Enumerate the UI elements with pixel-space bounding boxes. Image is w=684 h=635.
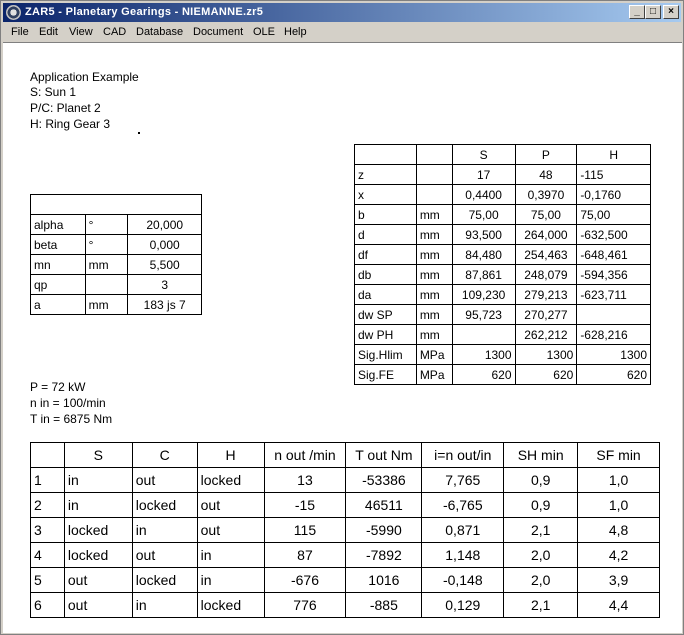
window-title: ZAR5 - Planetary Gearings - NIEMANNE.zr5 [25, 6, 264, 18]
minimize-button[interactable]: _ [629, 5, 645, 19]
table-cell: 75,00 [515, 205, 577, 225]
table-cell: 6 [31, 593, 65, 618]
table-cell [452, 325, 515, 345]
table-cell: in [197, 568, 264, 593]
table-cell: -623,711 [577, 285, 651, 305]
table-cell: x [355, 185, 417, 205]
table-cell: dw SP [355, 305, 417, 325]
column-header: C [132, 443, 197, 468]
table-cell: -885 [346, 593, 422, 618]
table-cell: mm [416, 325, 452, 345]
table-cell: MPa [416, 365, 452, 385]
table-cell: 4 [31, 543, 65, 568]
table-cell: mm [416, 225, 452, 245]
table-cell: 3,9 [578, 568, 660, 593]
table-cell: db [355, 265, 417, 285]
header-line: Application Example [30, 70, 139, 84]
table-cell: 87 [264, 543, 346, 568]
table-cell: out [64, 568, 132, 593]
table-cell: a [31, 295, 86, 315]
column-header: H [197, 443, 264, 468]
table-cell: in [132, 593, 197, 618]
table-cell: 2,0 [504, 543, 578, 568]
column-header: H [577, 145, 651, 165]
table-cell: 84,480 [452, 245, 515, 265]
table-cell: locked [197, 468, 264, 493]
table-cell [85, 275, 128, 295]
table-cell: 3 [128, 275, 202, 295]
table-cell: locked [64, 543, 132, 568]
table-cell: 264,000 [515, 225, 577, 245]
table-cell: out [132, 543, 197, 568]
table-cell: out [64, 593, 132, 618]
table-cell: mm [85, 295, 128, 315]
menu-database[interactable]: Database [136, 26, 184, 38]
table-row [31, 493, 660, 518]
table-cell: dw PH [355, 325, 417, 345]
column-header [355, 145, 417, 165]
table-cell: -676 [264, 568, 346, 593]
table-cell: beta [31, 235, 86, 255]
table-row [31, 568, 660, 593]
table-cell: 95,723 [452, 305, 515, 325]
document-area[interactable] [3, 42, 682, 633]
table-header-row [355, 145, 651, 165]
column-header: SF min [578, 443, 660, 468]
table-cell: 776 [264, 593, 346, 618]
table-row [355, 345, 651, 365]
table-cell: 0,000 [128, 235, 202, 255]
header-line: P/C: Planet 2 [30, 101, 101, 115]
table-cell: mm [416, 305, 452, 325]
table-cell: 115 [264, 518, 346, 543]
table-cell: 183 js 7 [128, 295, 202, 315]
table-cell: 17 [452, 165, 515, 185]
menu-view[interactable]: View [69, 26, 93, 38]
column-header: SH min [504, 443, 578, 468]
table-row [31, 195, 202, 215]
table-cell: 262,212 [515, 325, 577, 345]
table-cell: in [132, 518, 197, 543]
table-cell: in [197, 543, 264, 568]
header-line: S: Sun 1 [30, 85, 77, 99]
table-cell: 4,8 [578, 518, 660, 543]
menu-edit[interactable]: Edit [39, 26, 58, 38]
table-row [355, 225, 651, 245]
table-cell: 1300 [577, 345, 651, 365]
operating-power: P = 72 kW [30, 380, 86, 394]
table-row [355, 245, 651, 265]
table-cell: ° [85, 235, 128, 255]
table-cell: -6,765 [422, 493, 504, 518]
column-header: S [452, 145, 515, 165]
table-cell: 7,765 [422, 468, 504, 493]
table-cell: 0,871 [422, 518, 504, 543]
table-cell: 1300 [515, 345, 577, 365]
table-cell [416, 165, 452, 185]
table-cell: 254,463 [515, 245, 577, 265]
column-header [31, 443, 65, 468]
table-cell: 5 [31, 568, 65, 593]
table-cell: 93,500 [452, 225, 515, 245]
table-cell: 620 [515, 365, 577, 385]
table-cell: mm [416, 265, 452, 285]
table-cell: alpha [31, 215, 86, 235]
table-cell: 1 [31, 468, 65, 493]
table-cell: 46511 [346, 493, 422, 518]
table-cell: 20,000 [128, 215, 202, 235]
table-cell: locked [197, 593, 264, 618]
table-cell: 0,9 [504, 468, 578, 493]
table-cell: 4,2 [578, 543, 660, 568]
table-cell: -15 [264, 493, 346, 518]
table-cell: -628,216 [577, 325, 651, 345]
table-cell: -115 [577, 165, 651, 185]
table-cell: -5990 [346, 518, 422, 543]
table-cell: 87,861 [452, 265, 515, 285]
table-cell: mm [416, 205, 452, 225]
table-row [355, 205, 651, 225]
table-row [31, 518, 660, 543]
table-cell: locked [64, 518, 132, 543]
table-row [31, 215, 202, 235]
table-cell: 1,148 [422, 543, 504, 568]
table-cell: 620 [577, 365, 651, 385]
table-cell: out [197, 518, 264, 543]
table-cell: 2,0 [504, 568, 578, 593]
menu-document[interactable]: Document [193, 26, 244, 38]
table-cell: 0,3970 [515, 185, 577, 205]
table-row [31, 235, 202, 255]
table-cell: d [355, 225, 417, 245]
column-header: i=n out/in [422, 443, 504, 468]
table-cell: 109,230 [452, 285, 515, 305]
column-header: P [515, 145, 577, 165]
table-cell: qp [31, 275, 86, 295]
table-cell: 0,129 [422, 593, 504, 618]
column-header: S [64, 443, 132, 468]
table-header-row [31, 443, 660, 468]
menu-bar [3, 23, 681, 42]
menu-help[interactable]: Help [284, 26, 307, 38]
table-cell: out [197, 493, 264, 518]
table-cell [577, 305, 651, 325]
table-cell: locked [132, 568, 197, 593]
header-line: H: Ring Gear 3 [30, 117, 111, 131]
table-row [355, 325, 651, 345]
table-cell: 3 [31, 518, 65, 543]
table-cell: -53386 [346, 468, 422, 493]
gear-data-table [354, 144, 651, 385]
table-cell: da [355, 285, 417, 305]
table-cell: 2,1 [504, 593, 578, 618]
table-cell: -7892 [346, 543, 422, 568]
maximize-button[interactable]: □ [645, 5, 661, 19]
table-cell: 248,079 [515, 265, 577, 285]
table-cell: mn [31, 255, 86, 275]
column-header [416, 145, 452, 165]
table-cell: ° [85, 215, 128, 235]
table-cell: 1,0 [578, 493, 660, 518]
table-cell: 0,4400 [452, 185, 515, 205]
menu-cad[interactable]: CAD [103, 26, 127, 38]
table-row [31, 543, 660, 568]
table-cell: -594,356 [577, 265, 651, 285]
menu-file[interactable]: File [11, 26, 29, 38]
table-row [355, 365, 651, 385]
table-cell: -648,461 [577, 245, 651, 265]
table-row [355, 185, 651, 205]
table-cell: b [355, 205, 417, 225]
table-cell: 1016 [346, 568, 422, 593]
menu-ole[interactable]: OLE [253, 26, 276, 38]
column-header: n out /min [264, 443, 346, 468]
table-cell: 2,1 [504, 518, 578, 543]
table-cell: 13 [264, 468, 346, 493]
table-cell: 2 [31, 493, 65, 518]
table-cell: 270,277 [515, 305, 577, 325]
table-row [355, 265, 651, 285]
table-row [355, 285, 651, 305]
table-row [31, 275, 202, 295]
table-cell: -0,1760 [577, 185, 651, 205]
table-cell: 75,00 [577, 205, 651, 225]
table-cell: in [64, 468, 132, 493]
table-cell: 1,0 [578, 468, 660, 493]
table-row [31, 295, 202, 315]
table-row [355, 305, 651, 325]
table-row [31, 255, 202, 275]
table-cell: out [132, 468, 197, 493]
close-button[interactable]: × [663, 5, 679, 19]
title-bar[interactable] [3, 3, 681, 22]
column-header: T out Nm [346, 443, 422, 468]
table-row [355, 165, 651, 185]
table-row [31, 468, 660, 493]
table-cell: 279,213 [515, 285, 577, 305]
stray-dot [138, 132, 140, 134]
table-cell: 1300 [452, 345, 515, 365]
table-cell: Sig.Hlim [355, 345, 417, 365]
parameters-table [30, 194, 202, 315]
table-cell [416, 185, 452, 205]
table-cell: mm [416, 245, 452, 265]
table-cell: 48 [515, 165, 577, 185]
table-cell: locked [132, 493, 197, 518]
table-cell [31, 195, 202, 215]
table-cell: -632,500 [577, 225, 651, 245]
table-cell: 4,4 [578, 593, 660, 618]
results-table [30, 442, 660, 618]
table-cell: 5,500 [128, 255, 202, 275]
operating-speed: n in = 100/min [30, 396, 106, 410]
table-cell: mm [85, 255, 128, 275]
table-row [31, 593, 660, 618]
table-cell: 620 [452, 365, 515, 385]
app-gear-icon[interactable] [6, 5, 21, 20]
table-cell: Sig.FE [355, 365, 417, 385]
operating-torque: T in = 6875 Nm [30, 412, 113, 426]
table-cell: MPa [416, 345, 452, 365]
table-cell: df [355, 245, 417, 265]
table-cell: 0,9 [504, 493, 578, 518]
table-cell: 75,00 [452, 205, 515, 225]
table-cell: z [355, 165, 417, 185]
table-cell: mm [416, 285, 452, 305]
table-cell: in [64, 493, 132, 518]
table-cell: -0,148 [422, 568, 504, 593]
